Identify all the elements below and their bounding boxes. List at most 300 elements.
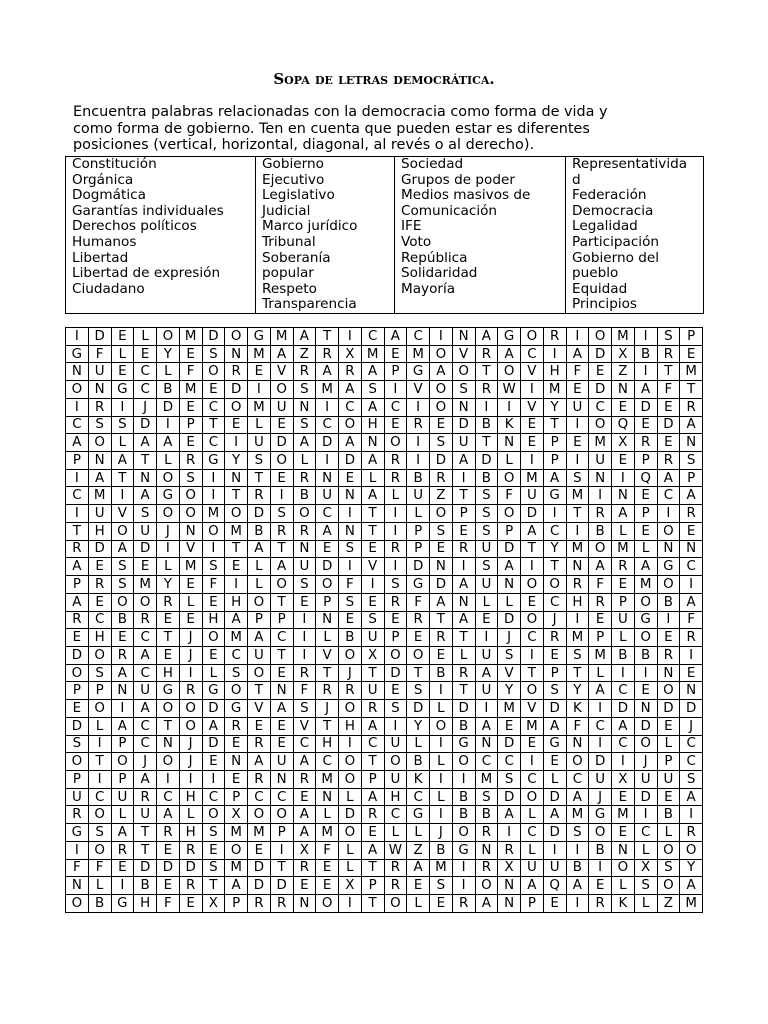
grid-cell[interactable]: S [407, 682, 430, 700]
grid-cell[interactable]: E [270, 469, 293, 487]
grid-cell[interactable]: R [179, 682, 202, 700]
grid-cell[interactable]: P [88, 682, 111, 700]
grid-cell[interactable]: O [521, 682, 544, 700]
grid-cell[interactable]: P [384, 629, 407, 647]
grid-cell[interactable]: I [657, 611, 680, 629]
grid-cell[interactable]: A [452, 611, 475, 629]
grid-cell[interactable]: O [589, 540, 612, 558]
grid-cell[interactable]: I [475, 398, 498, 416]
grid-cell[interactable]: D [634, 398, 657, 416]
grid-cell[interactable]: D [634, 717, 657, 735]
grid-cell[interactable]: E [202, 381, 225, 399]
grid-cell[interactable]: D [498, 540, 521, 558]
grid-cell[interactable]: R [657, 452, 680, 470]
grid-cell[interactable]: I [634, 363, 657, 381]
grid-cell[interactable]: M [248, 824, 271, 842]
grid-cell[interactable]: I [66, 469, 89, 487]
grid-cell[interactable]: R [316, 345, 339, 363]
grid-cell[interactable]: O [248, 806, 271, 824]
grid-cell[interactable]: N [612, 487, 635, 505]
grid-cell[interactable]: H [134, 895, 157, 913]
grid-cell[interactable]: Y [498, 682, 521, 700]
grid-cell[interactable]: R [407, 416, 430, 434]
grid-cell[interactable]: I [657, 505, 680, 523]
grid-cell[interactable]: O [634, 593, 657, 611]
grid-cell[interactable]: I [66, 328, 89, 346]
grid-cell[interactable]: L [179, 806, 202, 824]
grid-cell[interactable]: O [384, 434, 407, 452]
grid-cell[interactable]: I [612, 753, 635, 771]
grid-cell[interactable]: O [589, 416, 612, 434]
grid-cell[interactable]: R [88, 576, 111, 594]
grid-cell[interactable]: B [589, 841, 612, 859]
grid-cell[interactable]: A [111, 664, 134, 682]
grid-cell[interactable]: O [521, 611, 544, 629]
grid-cell[interactable]: D [521, 505, 544, 523]
grid-cell[interactable]: C [134, 664, 157, 682]
grid-cell[interactable]: O [498, 505, 521, 523]
grid-cell[interactable]: O [157, 753, 180, 771]
grid-cell[interactable]: R [293, 770, 316, 788]
grid-cell[interactable]: O [589, 824, 612, 842]
grid-cell[interactable]: I [589, 700, 612, 718]
grid-cell[interactable]: L [407, 505, 430, 523]
grid-cell[interactable]: C [134, 363, 157, 381]
grid-cell[interactable]: T [270, 540, 293, 558]
grid-cell[interactable]: O [430, 717, 453, 735]
grid-cell[interactable]: G [248, 328, 271, 346]
grid-cell[interactable]: C [521, 345, 544, 363]
grid-cell[interactable]: I [270, 487, 293, 505]
grid-cell[interactable]: A [543, 469, 566, 487]
grid-cell[interactable]: B [134, 877, 157, 895]
grid-cell[interactable]: C [361, 735, 384, 753]
grid-cell[interactable]: L [248, 558, 271, 576]
grid-cell[interactable]: O [339, 416, 362, 434]
grid-cell[interactable]: M [225, 629, 248, 647]
grid-cell[interactable]: T [361, 859, 384, 877]
grid-cell[interactable]: C [270, 629, 293, 647]
grid-cell[interactable]: A [543, 717, 566, 735]
grid-cell[interactable]: N [111, 682, 134, 700]
grid-cell[interactable]: R [225, 363, 248, 381]
grid-cell[interactable]: S [657, 859, 680, 877]
grid-cell[interactable]: E [111, 859, 134, 877]
grid-cell[interactable]: C [384, 806, 407, 824]
grid-cell[interactable]: E [270, 735, 293, 753]
grid-cell[interactable]: I [566, 522, 589, 540]
grid-cell[interactable]: T [657, 363, 680, 381]
grid-cell[interactable]: E [634, 416, 657, 434]
grid-cell[interactable]: I [384, 522, 407, 540]
grid-cell[interactable]: V [407, 381, 430, 399]
grid-cell[interactable]: A [475, 664, 498, 682]
grid-cell[interactable]: J [179, 629, 202, 647]
grid-cell[interactable]: S [430, 877, 453, 895]
grid-cell[interactable]: M [88, 487, 111, 505]
grid-cell[interactable]: R [384, 877, 407, 895]
grid-cell[interactable]: A [521, 522, 544, 540]
grid-cell[interactable]: Z [407, 841, 430, 859]
grid-cell[interactable]: N [66, 363, 89, 381]
grid-cell[interactable]: T [316, 664, 339, 682]
grid-cell[interactable]: W [384, 841, 407, 859]
grid-cell[interactable]: D [66, 717, 89, 735]
grid-cell[interactable]: E [361, 540, 384, 558]
grid-cell[interactable]: B [293, 487, 316, 505]
grid-cell[interactable]: O [202, 806, 225, 824]
grid-cell[interactable]: R [475, 824, 498, 842]
grid-cell[interactable]: U [361, 629, 384, 647]
grid-cell[interactable]: C [339, 398, 362, 416]
grid-cell[interactable]: R [452, 895, 475, 913]
grid-cell[interactable]: I [498, 398, 521, 416]
grid-cell[interactable]: F [88, 345, 111, 363]
grid-cell[interactable]: M [566, 487, 589, 505]
grid-cell[interactable]: N [498, 895, 521, 913]
grid-cell[interactable]: V [293, 717, 316, 735]
grid-cell[interactable]: T [202, 416, 225, 434]
grid-cell[interactable]: D [589, 345, 612, 363]
grid-cell[interactable]: I [566, 416, 589, 434]
grid-cell[interactable]: E [657, 434, 680, 452]
grid-cell[interactable]: F [293, 682, 316, 700]
grid-cell[interactable]: A [612, 505, 635, 523]
grid-cell[interactable]: X [612, 770, 635, 788]
grid-cell[interactable]: T [361, 753, 384, 771]
grid-cell[interactable]: C [361, 328, 384, 346]
grid-cell[interactable]: A [680, 788, 703, 806]
grid-cell[interactable]: D [202, 735, 225, 753]
grid-cell[interactable]: P [680, 469, 703, 487]
grid-cell[interactable]: O [384, 895, 407, 913]
grid-cell[interactable]: V [248, 700, 271, 718]
grid-cell[interactable]: M [612, 540, 635, 558]
grid-cell[interactable]: R [589, 505, 612, 523]
grid-cell[interactable]: I [248, 381, 271, 399]
grid-cell[interactable]: O [339, 646, 362, 664]
grid-cell[interactable]: T [566, 664, 589, 682]
grid-cell[interactable]: T [270, 646, 293, 664]
grid-cell[interactable]: G [589, 806, 612, 824]
grid-cell[interactable]: T [407, 664, 430, 682]
grid-cell[interactable]: A [543, 806, 566, 824]
grid-cell[interactable]: D [316, 434, 339, 452]
grid-cell[interactable]: A [111, 824, 134, 842]
grid-cell[interactable]: M [589, 434, 612, 452]
grid-cell[interactable]: O [521, 788, 544, 806]
grid-cell[interactable]: O [88, 646, 111, 664]
grid-cell[interactable]: I [293, 629, 316, 647]
grid-cell[interactable]: O [88, 806, 111, 824]
grid-cell[interactable]: A [134, 700, 157, 718]
grid-cell[interactable]: E [134, 558, 157, 576]
grid-cell[interactable]: S [384, 576, 407, 594]
grid-cell[interactable]: E [361, 824, 384, 842]
grid-cell[interactable]: I [66, 398, 89, 416]
grid-cell[interactable]: H [225, 593, 248, 611]
grid-cell[interactable]: L [634, 841, 657, 859]
grid-cell[interactable]: L [316, 629, 339, 647]
grid-cell[interactable]: M [225, 824, 248, 842]
grid-cell[interactable]: A [498, 345, 521, 363]
grid-cell[interactable]: C [680, 558, 703, 576]
grid-cell[interactable]: L [657, 735, 680, 753]
grid-cell[interactable]: S [339, 540, 362, 558]
grid-cell[interactable]: B [452, 788, 475, 806]
grid-cell[interactable]: L [407, 895, 430, 913]
grid-cell[interactable]: A [225, 877, 248, 895]
grid-cell[interactable]: S [270, 505, 293, 523]
grid-cell[interactable]: L [543, 770, 566, 788]
grid-cell[interactable]: T [566, 505, 589, 523]
grid-cell[interactable]: D [384, 664, 407, 682]
grid-cell[interactable]: E [293, 877, 316, 895]
grid-cell[interactable]: H [157, 664, 180, 682]
grid-cell[interactable]: N [680, 540, 703, 558]
grid-cell[interactable]: I [407, 398, 430, 416]
grid-cell[interactable]: P [66, 576, 89, 594]
grid-cell[interactable]: T [225, 487, 248, 505]
grid-cell[interactable]: V [179, 540, 202, 558]
grid-cell[interactable]: S [566, 646, 589, 664]
grid-cell[interactable]: F [316, 841, 339, 859]
grid-cell[interactable]: C [680, 735, 703, 753]
grid-cell[interactable]: B [452, 717, 475, 735]
grid-cell[interactable]: A [430, 593, 453, 611]
grid-cell[interactable]: S [430, 522, 453, 540]
grid-cell[interactable]: S [293, 416, 316, 434]
grid-cell[interactable]: A [521, 877, 544, 895]
grid-cell[interactable]: N [361, 434, 384, 452]
grid-cell[interactable]: A [589, 682, 612, 700]
grid-cell[interactable]: F [657, 381, 680, 399]
grid-cell[interactable]: D [498, 611, 521, 629]
grid-cell[interactable]: F [339, 576, 362, 594]
grid-cell[interactable]: O [657, 841, 680, 859]
grid-cell[interactable]: E [384, 682, 407, 700]
grid-cell[interactable]: P [657, 753, 680, 771]
grid-cell[interactable]: X [339, 877, 362, 895]
grid-cell[interactable]: X [498, 859, 521, 877]
grid-cell[interactable]: R [657, 345, 680, 363]
grid-cell[interactable]: A [361, 717, 384, 735]
grid-cell[interactable]: P [384, 363, 407, 381]
grid-cell[interactable]: L [134, 328, 157, 346]
grid-cell[interactable]: A [248, 540, 271, 558]
grid-cell[interactable]: O [66, 753, 89, 771]
grid-cell[interactable]: S [134, 505, 157, 523]
grid-cell[interactable]: O [202, 363, 225, 381]
grid-cell[interactable]: A [566, 788, 589, 806]
grid-cell[interactable]: D [634, 788, 657, 806]
grid-cell[interactable]: O [452, 753, 475, 771]
grid-cell[interactable]: T [361, 505, 384, 523]
grid-cell[interactable]: I [384, 381, 407, 399]
grid-cell[interactable]: A [248, 753, 271, 771]
grid-cell[interactable]: E [634, 682, 657, 700]
grid-cell[interactable]: R [293, 469, 316, 487]
grid-cell[interactable]: D [657, 416, 680, 434]
grid-cell[interactable]: C [66, 487, 89, 505]
grid-cell[interactable]: R [361, 700, 384, 718]
grid-cell[interactable]: I [339, 735, 362, 753]
grid-cell[interactable]: U [270, 398, 293, 416]
grid-cell[interactable]: E [384, 611, 407, 629]
grid-cell[interactable]: E [521, 735, 544, 753]
grid-cell[interactable]: E [634, 487, 657, 505]
grid-cell[interactable]: B [612, 646, 635, 664]
grid-cell[interactable]: R [157, 824, 180, 842]
grid-cell[interactable]: I [680, 646, 703, 664]
grid-cell[interactable]: I [339, 505, 362, 523]
grid-cell[interactable]: P [589, 629, 612, 647]
grid-cell[interactable]: F [498, 487, 521, 505]
grid-cell[interactable]: I [430, 328, 453, 346]
grid-cell[interactable]: U [475, 540, 498, 558]
grid-cell[interactable]: Q [612, 416, 635, 434]
grid-cell[interactable]: I [566, 328, 589, 346]
grid-cell[interactable]: S [361, 381, 384, 399]
grid-cell[interactable]: N [566, 558, 589, 576]
grid-cell[interactable]: I [589, 487, 612, 505]
grid-cell[interactable]: B [248, 522, 271, 540]
grid-cell[interactable]: E [202, 753, 225, 771]
grid-cell[interactable]: N [612, 841, 635, 859]
grid-cell[interactable]: V [498, 664, 521, 682]
grid-cell[interactable]: L [407, 824, 430, 842]
grid-cell[interactable]: S [657, 328, 680, 346]
grid-cell[interactable]: D [134, 540, 157, 558]
grid-cell[interactable]: D [66, 646, 89, 664]
grid-cell[interactable]: T [157, 717, 180, 735]
grid-cell[interactable]: D [157, 859, 180, 877]
grid-cell[interactable]: R [657, 646, 680, 664]
grid-cell[interactable]: L [430, 788, 453, 806]
grid-cell[interactable]: O [111, 753, 134, 771]
grid-cell[interactable]: D [157, 398, 180, 416]
grid-cell[interactable]: O [134, 593, 157, 611]
grid-cell[interactable]: A [475, 328, 498, 346]
grid-cell[interactable]: V [521, 700, 544, 718]
grid-cell[interactable]: E [566, 381, 589, 399]
grid-cell[interactable]: H [179, 824, 202, 842]
grid-cell[interactable]: I [202, 770, 225, 788]
grid-cell[interactable]: D [202, 700, 225, 718]
grid-cell[interactable]: I [179, 770, 202, 788]
grid-cell[interactable]: E [680, 664, 703, 682]
grid-cell[interactable]: R [543, 328, 566, 346]
grid-cell[interactable]: T [134, 824, 157, 842]
grid-cell[interactable]: R [66, 611, 89, 629]
grid-cell[interactable]: S [88, 824, 111, 842]
grid-cell[interactable]: C [521, 824, 544, 842]
grid-cell[interactable]: T [202, 877, 225, 895]
grid-cell[interactable]: I [66, 841, 89, 859]
grid-cell[interactable]: A [361, 487, 384, 505]
grid-cell[interactable]: S [339, 593, 362, 611]
grid-cell[interactable]: J [179, 646, 202, 664]
grid-cell[interactable]: L [498, 593, 521, 611]
grid-cell[interactable]: T [680, 381, 703, 399]
grid-cell[interactable]: U [612, 611, 635, 629]
grid-cell[interactable]: E [430, 540, 453, 558]
grid-cell[interactable]: C [612, 735, 635, 753]
grid-cell[interactable]: A [566, 345, 589, 363]
grid-cell[interactable]: C [202, 434, 225, 452]
grid-cell[interactable]: O [452, 363, 475, 381]
grid-cell[interactable]: P [179, 416, 202, 434]
grid-cell[interactable]: R [134, 611, 157, 629]
grid-cell[interactable]: L [612, 877, 635, 895]
grid-cell[interactable]: A [657, 469, 680, 487]
grid-cell[interactable]: E [612, 788, 635, 806]
grid-cell[interactable]: O [111, 522, 134, 540]
grid-cell[interactable]: M [270, 328, 293, 346]
grid-cell[interactable]: T [521, 540, 544, 558]
grid-cell[interactable]: R [225, 717, 248, 735]
grid-cell[interactable]: N [430, 558, 453, 576]
grid-cell[interactable]: C [316, 753, 339, 771]
grid-cell[interactable]: M [612, 806, 635, 824]
grid-cell[interactable]: O [179, 700, 202, 718]
grid-cell[interactable]: A [361, 363, 384, 381]
grid-cell[interactable]: I [521, 646, 544, 664]
grid-cell[interactable]: N [498, 434, 521, 452]
grid-cell[interactable]: E [179, 345, 202, 363]
grid-cell[interactable]: P [361, 770, 384, 788]
grid-cell[interactable]: E [657, 788, 680, 806]
grid-cell[interactable]: R [589, 593, 612, 611]
grid-cell[interactable]: O [521, 576, 544, 594]
grid-cell[interactable]: N [452, 328, 475, 346]
grid-cell[interactable]: E [202, 646, 225, 664]
grid-cell[interactable]: F [179, 363, 202, 381]
grid-cell[interactable]: I [88, 735, 111, 753]
grid-cell[interactable]: G [407, 806, 430, 824]
grid-cell[interactable]: L [384, 824, 407, 842]
grid-cell[interactable]: U [543, 859, 566, 877]
grid-cell[interactable]: N [88, 452, 111, 470]
grid-cell[interactable]: E [543, 895, 566, 913]
grid-cell[interactable]: E [225, 558, 248, 576]
grid-cell[interactable]: J [680, 717, 703, 735]
grid-cell[interactable]: I [202, 487, 225, 505]
grid-cell[interactable]: R [293, 363, 316, 381]
grid-cell[interactable]: S [634, 877, 657, 895]
grid-cell[interactable]: T [111, 469, 134, 487]
grid-cell[interactable]: P [66, 682, 89, 700]
grid-cell[interactable]: O [612, 859, 635, 877]
grid-cell[interactable]: N [657, 664, 680, 682]
grid-cell[interactable]: K [566, 700, 589, 718]
grid-cell[interactable]: C [657, 487, 680, 505]
grid-cell[interactable]: O [339, 770, 362, 788]
grid-cell[interactable]: I [407, 452, 430, 470]
grid-cell[interactable]: B [407, 753, 430, 771]
grid-cell[interactable]: E [430, 895, 453, 913]
grid-cell[interactable]: H [202, 611, 225, 629]
grid-cell[interactable]: E [521, 434, 544, 452]
grid-cell[interactable]: M [430, 859, 453, 877]
grid-cell[interactable]: R [384, 859, 407, 877]
grid-cell[interactable]: V [521, 363, 544, 381]
grid-cell[interactable]: S [293, 381, 316, 399]
grid-cell[interactable]: D [498, 735, 521, 753]
grid-cell[interactable]: O [634, 735, 657, 753]
grid-cell[interactable]: O [248, 593, 271, 611]
grid-cell[interactable]: C [134, 735, 157, 753]
